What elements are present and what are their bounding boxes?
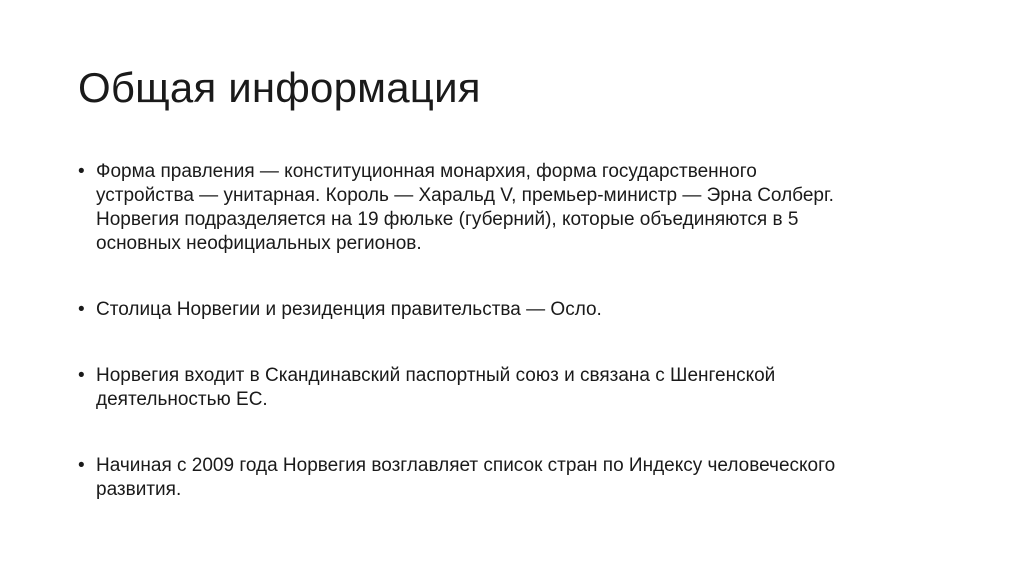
bullet-icon: • [78, 365, 85, 386]
bullet-text: Норвегия входит в Скандинавский паспортный союз и связана с Шенгенской деятельностью ЕС. [96, 365, 776, 410]
bullet-item-capital [78, 298, 958, 322]
bullet-icon: • [78, 161, 85, 182]
bullet-icon: • [78, 455, 85, 476]
bullet-list [78, 160, 958, 502]
bullet-text: Форма правления — конституционная монархия, форма государственного устройства — унитарная. Король — Харальд V, премьер-министр — Эрна Солберг. Норвегия подразделяется на 19 фюльке (губерний), которые объединяются в 5 основных неофициальных регионов. [96, 161, 834, 254]
bullet-icon: • [78, 299, 85, 320]
bullet-text: Начиная с 2009 года Норвегия возглавляет список стран по Индексу человеческого развития. [96, 455, 836, 500]
slide-title: Общая информация [78, 64, 481, 111]
bullet-item-passport-union [78, 364, 958, 412]
bullet-item-hdi [78, 454, 958, 502]
bullet-text: Столица Норвегии и резиденция правительства — Осло. [96, 299, 602, 320]
bullet-item-government [78, 160, 958, 256]
